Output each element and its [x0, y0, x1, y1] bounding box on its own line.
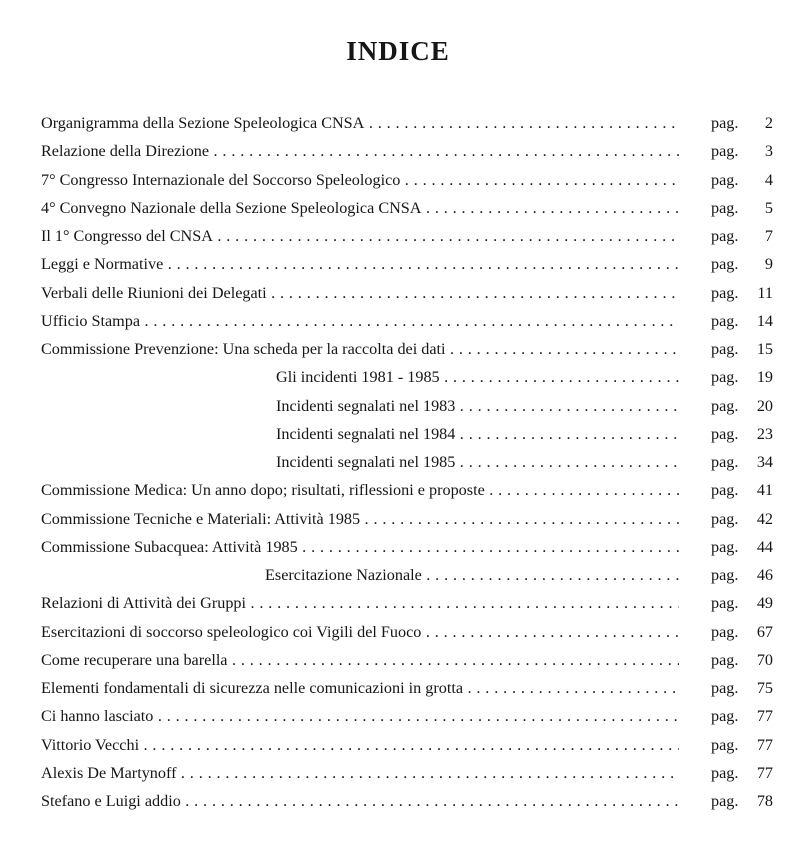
toc-pag-label: pag. — [711, 198, 739, 217]
toc-entry — [41, 674, 781, 702]
toc-page-number: 75 — [756, 679, 773, 697]
toc-page-number: 9 — [764, 255, 773, 274]
toc-pag-label: pag. — [711, 311, 739, 330]
toc-page-number: 42 — [756, 509, 773, 528]
toc-pag-label: pag. — [711, 255, 739, 274]
toc-page-number: 77 — [756, 735, 773, 754]
toc-page-number: 44 — [756, 537, 773, 556]
toc-pag-label: pag. — [711, 424, 739, 443]
toc-pag-label: pag. — [711, 114, 739, 132]
toc-entry — [41, 109, 781, 137]
toc-page-number: 67 — [756, 622, 773, 641]
toc-entry-title: Organigramma della Sezione Speleologica CNSA . . . — [41, 109, 679, 137]
toc-page-number: 41 — [756, 481, 773, 500]
toc-entry-title: Commissione Subacquea: Attività 1985 . . . — [41, 533, 679, 561]
toc-pag-label: pag. — [711, 763, 739, 782]
toc-pag-label: pag. — [711, 735, 739, 754]
toc-entry-title: Vittorio Vecchi . . . — [41, 731, 679, 759]
toc-page-number: 5 — [764, 198, 773, 217]
toc-page-number: 2 — [764, 114, 773, 132]
toc-page-number: 14 — [756, 311, 773, 330]
toc-entry-title: Alexis De Martynoff . . . — [41, 759, 679, 787]
toc-entry — [41, 250, 781, 278]
toc-entry-title: Esercitazione Nazionale . . . — [265, 561, 679, 589]
toc-entry-title: Verbali delle Riunioni dei Delegati . . . — [41, 279, 679, 307]
toc-page-number: 70 — [756, 650, 773, 669]
toc-entry-title: 4° Convegno Nazionale della Sezione Speleologica CNSA . . . — [41, 194, 679, 222]
toc-entry — [41, 787, 781, 815]
toc-page-number: 49 — [756, 594, 773, 613]
toc-pag-label: pag. — [711, 566, 739, 584]
toc-pag-label: pag. — [711, 707, 739, 726]
toc-pag-label: pag. — [711, 792, 739, 810]
toc-page-number: 23 — [756, 424, 773, 443]
toc-entry-title: Incidenti segnalati nel 1984 . . . — [276, 420, 679, 448]
toc-pag-label: pag. — [711, 227, 739, 245]
toc-page-number: 4 — [764, 170, 773, 189]
toc-pag-label: pag. — [711, 509, 739, 528]
toc-entry-title: Ufficio Stampa . . . — [41, 307, 679, 335]
toc-entry — [41, 448, 781, 476]
toc-entry — [41, 420, 781, 448]
toc-entry — [41, 505, 781, 533]
toc-pag-label: pag. — [711, 368, 739, 387]
toc-pag-label: pag. — [711, 650, 739, 669]
toc-entry — [41, 476, 781, 504]
toc-entry-title: Gli incidenti 1981 - 1985 . . . — [276, 363, 679, 391]
toc-entry — [41, 194, 781, 222]
toc-page-number: 7 — [764, 227, 773, 245]
toc-entry-title: Relazione della Direzione . . . — [41, 137, 679, 165]
toc-entry-title: Come recuperare una barella . . . — [41, 646, 679, 674]
toc-entry-title: Ci hanno lasciato . . . — [41, 702, 679, 730]
toc-entry — [41, 561, 781, 589]
toc-entry-title: Stefano e Luigi addio . . . — [41, 787, 679, 815]
toc-entry — [41, 589, 781, 617]
toc-pag-label: pag. — [711, 594, 739, 613]
toc-entry — [41, 335, 781, 363]
toc-pag-label: pag. — [711, 170, 739, 189]
toc-entry-title: Commissione Prevenzione: Una scheda per la raccolta dei dati . . . — [41, 335, 679, 363]
toc-entry — [41, 646, 781, 674]
toc-pag-label: pag. — [711, 622, 739, 641]
toc-page-number: 46 — [756, 566, 773, 584]
table-of-contents — [41, 109, 781, 815]
toc-pag-label: pag. — [711, 283, 739, 302]
toc-entry — [41, 731, 781, 759]
toc-page-number: 11 — [757, 283, 773, 302]
toc-entry — [41, 363, 781, 391]
toc-entry-title: Il 1° Congresso del CNSA . . . — [41, 222, 679, 250]
toc-pag-label: pag. — [711, 340, 739, 358]
toc-pag-label: pag. — [711, 537, 739, 556]
toc-entry-title: Commissione Medica: Un anno dopo; risultati, riflessioni e proposte . . . — [41, 476, 679, 504]
toc-entry-title: 7° Congresso Internazionale del Soccorso Speleologico . . . — [41, 166, 679, 194]
toc-entry-title: Incidenti segnalati nel 1983 . . . — [276, 392, 679, 420]
toc-pag-label: pag. — [711, 679, 739, 697]
toc-entry — [41, 392, 781, 420]
toc-pag-label: pag. — [711, 481, 739, 500]
toc-entry-title: Leggi e Normative . . . — [41, 250, 679, 278]
toc-entry-title: Elementi fondamentali di sicurezza nelle comunicazioni in grotta . . . — [41, 674, 679, 702]
toc-page-number: 77 — [756, 763, 773, 782]
toc-page-number: 20 — [756, 396, 773, 415]
toc-entry — [41, 307, 781, 335]
toc-entry — [41, 222, 781, 250]
toc-entry — [41, 618, 781, 646]
toc-entry — [41, 279, 781, 307]
toc-entry-title: Esercitazioni di soccorso speleologico coi Vigili del Fuoco . . . — [41, 618, 679, 646]
toc-entry-title: Incidenti segnalati nel 1985 . . . — [276, 448, 679, 476]
toc-entry — [41, 702, 781, 730]
toc-page-number: 77 — [756, 707, 773, 726]
toc-pag-label: pag. — [711, 453, 739, 471]
toc-entry — [41, 137, 781, 165]
toc-page-number: 78 — [756, 792, 773, 810]
toc-entry-title: Commissione Tecniche e Materiali: Attività 1985 . . . — [41, 505, 679, 533]
toc-entry — [41, 166, 781, 194]
toc-entry-title: Relazioni di Attività dei Gruppi . . . — [41, 589, 679, 617]
toc-page-number: 34 — [756, 453, 773, 471]
toc-pag-label: pag. — [711, 396, 739, 415]
toc-entry — [41, 533, 781, 561]
toc-page-number: 15 — [756, 340, 773, 358]
toc-pag-label: pag. — [711, 142, 739, 161]
page-title: INDICE — [346, 36, 450, 66]
toc-page-number: 19 — [756, 368, 773, 387]
toc-page-number: 3 — [764, 142, 773, 161]
toc-entry — [41, 759, 781, 787]
